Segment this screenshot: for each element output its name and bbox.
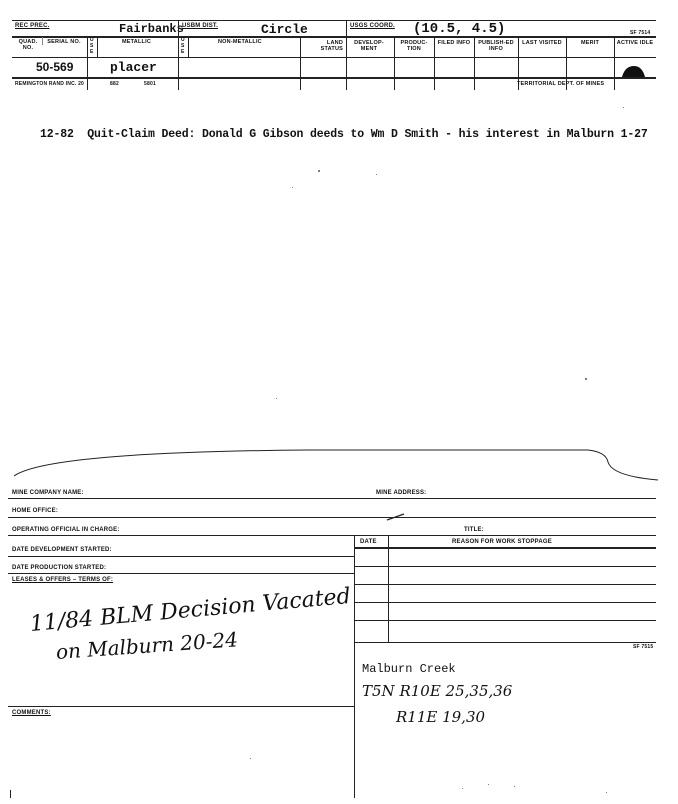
col-filed-info: FILED INFO [437,40,471,46]
col-serial-no: SERIAL NO. [47,39,81,45]
col-merit: MERIT [580,40,600,46]
col-nonmetallic: NON-METALLIC [218,39,262,45]
handwritten-note-line-1: 11/84 BLM Decision Vacated [28,583,352,637]
quad-serial-value: 50-569 [36,60,74,74]
comments-label: COMMENTS: [12,710,51,716]
rec-prec-value: Fairbanks [119,22,184,36]
date-development-started-label: DATE DEVELOPMENT STARTED: [12,547,112,553]
col-published-info: PUBLISH-ED INFO [478,40,514,52]
home-office-label: HOME OFFICE: [12,508,59,514]
col-use-nonmetallic: U S E [181,37,185,55]
col-land-status: LAND STATUS [320,40,343,52]
reason-column-header: REASON FOR WORK STOPPAGE [452,539,552,545]
usbm-dist-label: USBM DIST. [182,23,219,29]
usgs-coord-value: (10.5, 4.5) [413,21,506,37]
printer-code-1: 882 [110,81,119,87]
rec-prec-label: REC PREC. [15,23,50,29]
leases-offers-label: LEASES & OFFERS – TERMS OF: [12,577,114,583]
entry-text: 12-82 Quit-Claim Deed: Donald G Gibson deeds to Wm D Smith - his interest in Malburn 1-27 [40,128,648,141]
operating-official-label: OPERATING OFFICIAL IN CHARGE: [12,527,120,533]
active-idle-mark [620,64,646,78]
printer-info: REMINGTON RAND INC. 20 [15,81,85,87]
usgs-coord-label: USGS COORD. [350,23,395,29]
top-card [12,20,656,92]
metallic-value: placer [110,60,157,75]
location-typed: Malburn Creek [362,662,456,676]
mine-address-label: MINE ADDRESS: [376,490,427,496]
col-use-metallic: U S E [90,37,94,55]
col-last-visited: LAST VISITED [522,40,562,46]
card-top-edge [8,446,658,486]
col-active-idle: ACTIVE IDLE [616,40,654,46]
title-label: TITLE: [464,527,484,533]
mine-company-name-label: MINE COMPANY NAME: [12,490,84,496]
usbm-dist-value: Circle [261,22,308,37]
pen-tick [386,513,406,521]
date-production-started-label: DATE PRODUCTION STARTED: [12,565,107,571]
col-quad-no: QUAD. NO. [18,39,38,51]
footer-dept: TERRITORIAL DEPT. OF MINES [517,81,605,87]
col-production: PRODUC-TION [400,40,428,52]
location-range-2: R11E 19,30 [396,708,486,726]
col-metallic: METALLIC [122,39,151,45]
handwritten-note-line-2: on Malburn 20-24 [55,627,239,664]
bottom-card [8,446,658,798]
date-column-header: DATE [360,539,377,545]
location-township-range: T5N R10E 25,35,36 [362,682,513,700]
col-development: DEVELOP-MENT [354,40,384,52]
form-number: SF 7514 [630,30,651,36]
printer-code-2: 5801 [144,81,156,87]
form-number-2: SF 7515 [633,644,654,650]
